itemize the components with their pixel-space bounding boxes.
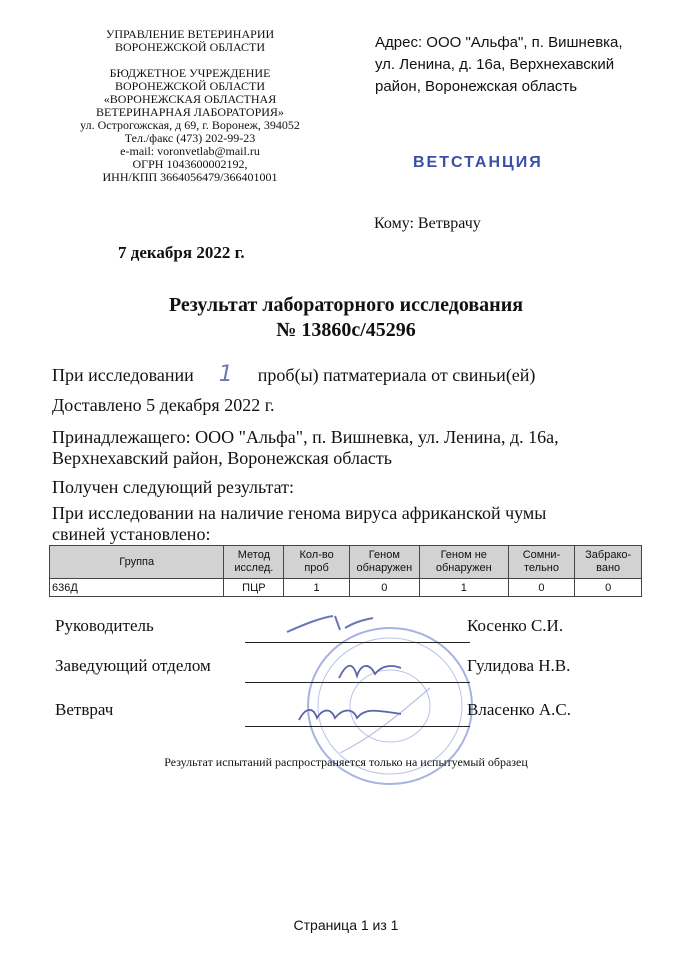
column-header: Сомни-тельно <box>508 546 575 579</box>
signature-line <box>245 642 470 643</box>
title-line-2: № 13860с/45296 <box>276 319 416 341</box>
org-line: ВОРОНЕЖСКОЙ ОБЛАСТИ <box>114 40 266 54</box>
table-cell: 0 <box>575 579 642 597</box>
vetstation-stamp-text: ВЕТСТАНЦИЯ <box>413 154 543 171</box>
address-line: район, Воронежская область <box>375 78 578 95</box>
results-table <box>49 545 642 597</box>
org-line: ОГРН 1043600002192, <box>132 157 248 171</box>
recipient-line: Кому: Ветврачу <box>374 215 481 232</box>
table-cell: ПЦР <box>224 579 284 597</box>
samples-line <box>52 364 535 386</box>
signature-role: Заведующий отделом <box>55 656 211 675</box>
footnote: Результат испытаний распространяется только на испытуемый образец <box>164 755 528 769</box>
address-line: Адрес: ООО "Альфа", п. Вишневка, <box>375 34 623 51</box>
table-cell: 0 <box>508 579 575 597</box>
org-line: «ВОРОНЕЖСКАЯ ОБЛАСТНАЯ <box>103 92 277 106</box>
document-date: 7 декабря 2022 г. <box>118 243 245 262</box>
column-header: Группа <box>50 546 224 579</box>
received-line: Получен следующий результат: <box>52 477 295 497</box>
org-line: ул. Острогожская, д 69, г. Воронеж, 394052 <box>80 118 300 132</box>
signature-name: Косенко С.И. <box>467 616 564 635</box>
samples-prefix: При исследовании <box>52 365 194 385</box>
column-header: Метод исслед. <box>224 546 284 579</box>
handwritten-signature <box>285 610 375 640</box>
owner-line-1: Принадлежащего: ООО "Альфа", п. Вишневка, ул. Ленина, д. 16а, <box>52 427 559 447</box>
address-line: ул. Ленина, д. 16а, Верхнехавский <box>375 56 615 73</box>
organization-header <box>40 28 340 184</box>
table-header-row <box>50 546 642 579</box>
samples-count: 1 <box>218 362 233 387</box>
org-line: БЮДЖЕТНОЕ УЧРЕЖДЕНИЕ <box>109 66 271 80</box>
handwritten-signature <box>335 656 405 684</box>
column-header: Геном не обнаружен <box>419 546 508 579</box>
column-header: Геном обнаружен <box>349 546 419 579</box>
column-header: Забрако-вано <box>575 546 642 579</box>
table-row <box>50 579 642 597</box>
owner-line-2: Верхнехавский район, Воронежская область <box>52 448 392 468</box>
table-cell: 636Д <box>50 579 224 597</box>
study-line-1: При исследовании на наличие генома вируса африканской чумы <box>52 503 547 523</box>
signature-row-vet <box>55 700 615 730</box>
document-title <box>0 293 692 343</box>
title-line-1: Результат лабораторного исследования <box>168 294 524 316</box>
signature-name: Гулидова Н.В. <box>467 656 571 675</box>
org-line: УПРАВЛЕНИЕ ВЕТЕРИНАРИИ <box>105 27 275 41</box>
org-line: ИНН/КПП 3664056479/366401001 <box>102 170 278 184</box>
table-cell: 1 <box>419 579 508 597</box>
org-line: ВЕТЕРИНАРНАЯ ЛАБОРАТОРИЯ» <box>96 105 284 119</box>
table-cell: 0 <box>349 579 419 597</box>
signature-role: Ветврач <box>55 700 114 719</box>
samples-suffix: проб(ы) патматериала от свиньи(ей) <box>257 365 536 385</box>
signature-row-department <box>55 656 615 686</box>
signature-role: Руководитель <box>55 616 154 635</box>
study-line-2: свиней установлено: <box>52 524 211 544</box>
org-line: ВОРОНЕЖСКОЙ ОБЛАСТИ <box>114 79 266 93</box>
signature-row-head <box>55 616 615 646</box>
delivered-line: Доставлено 5 декабря 2022 г. <box>52 395 275 415</box>
org-line: e-mail: voronvetlab@mail.ru <box>120 144 260 158</box>
org-line: Тел./факс (473) 202-99-23 <box>124 131 256 145</box>
column-header: Кол-во проб <box>284 546 350 579</box>
recipient-address <box>375 32 675 98</box>
table-cell: 1 <box>284 579 350 597</box>
signature-name: Власенко А.С. <box>467 700 572 719</box>
page-number: Страница 1 из 1 <box>293 917 399 933</box>
handwritten-signature <box>295 700 405 728</box>
